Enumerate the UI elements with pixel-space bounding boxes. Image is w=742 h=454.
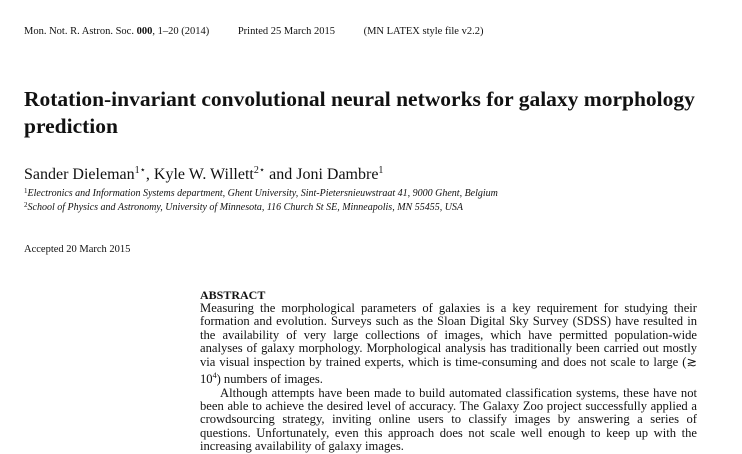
author-list	[24, 165, 383, 184]
running-header	[24, 26, 509, 37]
author-name: Kyle W. Willett	[153, 166, 254, 183]
affiliation-text: School of Physics and Astronomy, University of Minnesota, 116 Church St SE, Minneapolis, MN 55455, USA	[27, 202, 464, 213]
author-separator: and	[265, 166, 297, 183]
author-mark: 1	[378, 165, 384, 176]
journal-pages-year: , 1–20 (2014)	[152, 26, 210, 37]
author-separator: ,	[145, 166, 154, 183]
affiliation-number: 1	[24, 187, 28, 195]
abstract-heading: ABSTRACT	[200, 288, 266, 302]
printed-date: Printed 25 March 2015	[237, 26, 335, 37]
author-name: Sander Dieleman	[24, 166, 135, 183]
journal-name: Mon. Not. R. Astron. Soc.	[24, 26, 134, 37]
abstract-body	[200, 302, 697, 454]
journal-citation	[24, 26, 209, 37]
author-mark: 2⋆	[253, 165, 266, 176]
abstract-paragraph: Although attempts have been made to build automated classification systems, these have not been able to achieve the desired level of accuracy. The Galaxy Zoo project successfully applied a crowdsourcing strategy, inviting online users to classify images by answering a series of questions. Unfortunately, even this approach does not scale well enough to keep up with the increasing availability of galaxy images.	[200, 385, 697, 454]
abstract-text: Measuring the morphological parameters of galaxies is a key requirement for studying their formation and evolution. Surveys such as the Sloan Digital Sky Survey (SDSS) have resulted in the availability of very large collections of images, which have permitted population-wide analyses of galaxy morphology. Morphological analysis has traditionally been carried out mostly via visual inspection by trained experts, which is time-consuming and does not scale to large (≳ 10	[200, 301, 697, 387]
paper-title: Rotation-invariant convolutional neural networks for galaxy morphology prediction	[24, 87, 695, 138]
affiliation-1	[24, 187, 498, 199]
abstract-paragraph	[200, 302, 697, 387]
affiliation-2	[24, 201, 463, 213]
abstract-exponent: 4	[212, 371, 217, 381]
author-name: Joni Dambre	[296, 166, 379, 183]
journal-volume: 000	[136, 26, 153, 37]
abstract-text: ) numbers of images.	[216, 372, 323, 387]
accepted-date: Accepted 20 March 2015	[24, 244, 131, 255]
affiliation-number: 2	[24, 201, 28, 209]
author-mark: 1⋆	[134, 165, 146, 176]
style-file-note: (MN LATEX style file v2.2)	[363, 26, 484, 37]
affiliation-text: Electronics and Information Systems department, Ghent University, Sint-Pietersnieuwstraat 41, 9000 Ghent, Belgium	[27, 188, 498, 199]
